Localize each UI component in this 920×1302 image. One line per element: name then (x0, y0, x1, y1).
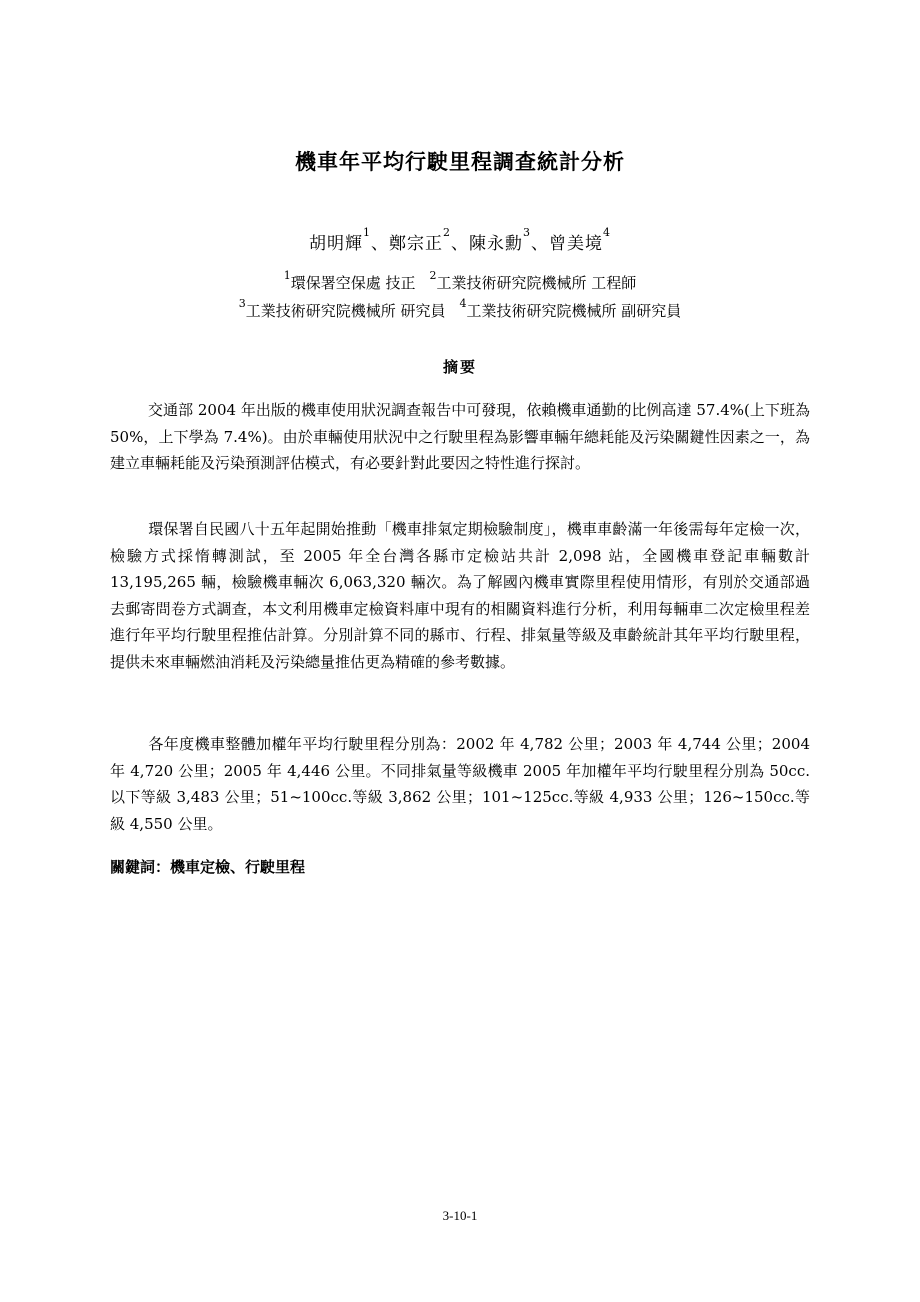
author-mark: 4 (603, 226, 611, 239)
affiliation-text: 工業技術研究院機械所 研究員 (245, 302, 446, 320)
affiliation-mark: 1 (283, 269, 291, 282)
paper-title: 機車年平均行駛里程調查統計分析 (295, 149, 625, 174)
paragraph-text: 各年度機車整體加權年平均行駛里程分別為：2002 年 4,782 公里；2003 年 4,744 公里；2004 年 4,720 公里；2005 年 4,446 公里。不同排氣量等級機車 2005 年加權年平均行駛里程分別為 50cc.以下等級 3,483 公里；51~100cc.等級 3,862 公里；101~125cc.等級 4,933 公里；126~150cc.等級 4,550 公里。 (110, 735, 810, 833)
affiliation-line-1 (0, 269, 920, 293)
page-number: 3-10-1 (442, 1208, 478, 1223)
author-mark: 2 (443, 226, 451, 239)
affiliation-text: 工業技術研究院機械所 工程師 (436, 274, 637, 292)
author-mark: 1 (363, 226, 371, 239)
keywords-line: 關鍵詞：機車定檢、行駛里程 (110, 858, 306, 876)
affiliation-mark: 2 (429, 269, 437, 282)
abstract-paragraph (110, 397, 810, 477)
abstract-heading: 摘要 (442, 358, 477, 376)
abstract-paragraph (110, 516, 810, 675)
author-separator: 、 (371, 234, 389, 254)
affiliation-mark: 3 (238, 297, 246, 310)
paragraph-text: 交通部 2004 年出版的機車使用狀況調查報告中可發現，依賴機車通勤的比例高達 57.4%(上下班為 50%，上下學為 7.4%)。由於車輛使用狀況中之行駛里程為影響車輛年總耗能及污染關鍵性因素之一，為建立車輛耗能及污染預測評估模式，有必要針對此要因之特性進行探討。 (110, 401, 810, 472)
author-separator: 、 (451, 234, 469, 254)
affiliation-text: 環保署空保處 技正 (290, 274, 416, 292)
author-separator: 、 (531, 234, 549, 254)
author-name: 曾美境 (549, 234, 603, 254)
affiliation-mark: 4 (459, 297, 467, 310)
author-mark: 3 (523, 226, 531, 239)
affiliation-text: 工業技術研究院機械所 副研究員 (466, 302, 682, 320)
author-list (0, 226, 920, 254)
affiliation-line-2 (0, 297, 920, 321)
author-name: 胡明輝 (309, 234, 363, 254)
author-name: 陳永勳 (469, 234, 523, 254)
author-name: 鄭宗正 (389, 234, 443, 254)
paragraph-text: 環保署自民國八十五年起開始推動「機車排氣定期檢驗制度」，機車車齡滿一年後需每年定檢一次，檢驗方式採惰轉測試，至 2005 年全台灣各縣市定檢站共計 2,098 站，全國機車登記車輛數計 13,195,265 輛，檢驗機車輛次 6,063,320 輛次。為了解國內機車實際里程使用情形，有別於交通部過去郵寄問卷方式調查，本文利用機車定檢資料庫中現有的相關資料進行分析，利用每輛車二次定檢里程差進行年平均行駛里程推估計算。分別計算不同的縣市、行程、排氣量等級及車齡統計其年平均行駛里程，提供未來車輛燃油消耗及污染總量推估更為精確的參考數據。 (110, 520, 810, 671)
abstract-paragraph (110, 731, 810, 837)
